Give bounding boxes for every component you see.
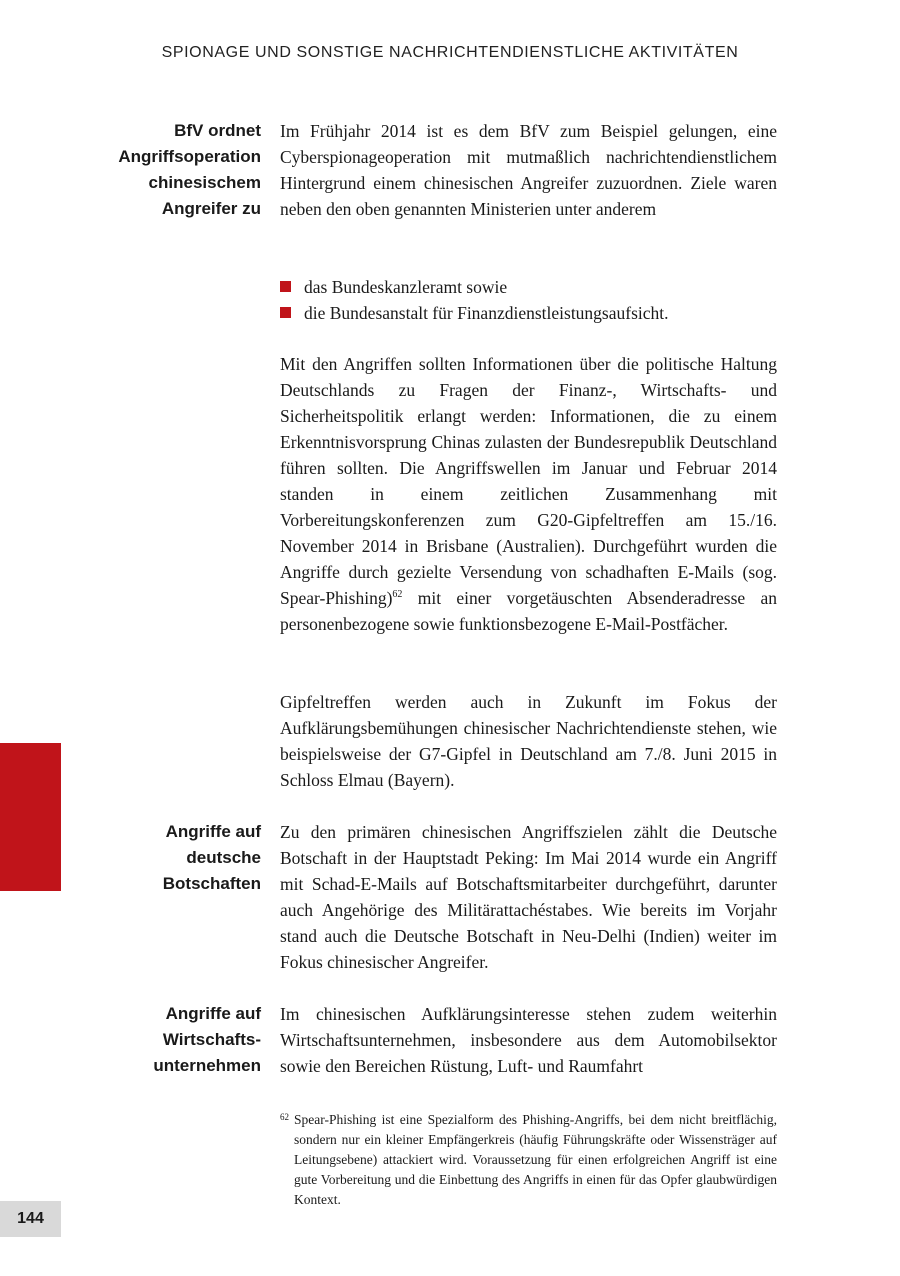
list-item-text: die Bundesanstalt für Finanzdienstleistungsaufsicht. xyxy=(304,303,669,323)
running-head: SPIONAGE UND SONSTIGE NACHRICHTENDIENSTLICHE AKTIVITÄTEN xyxy=(161,44,739,61)
margin-note-companies xyxy=(100,1001,261,1079)
footnote-number: 62 xyxy=(280,1112,289,1122)
margin-note-line: Wirtschafts- xyxy=(162,1030,261,1049)
paragraph-4: Zu den primären chinesischen Angriffszielen zählt die Deutsche Botschaft in der Hauptstadt Peking: Im Mai 2014 wurde ein Angriff mit Schad-E-Mails auf Botschaftsmitarbeiter durchgeführt, darunter auch Angehörige des Militärattachéstabes. Wie bereits im Vorjahr stand auch die Deutsche Botschaft in Neu-Delhi (Indien) weiter im Fokus chinesischer Angreifer. xyxy=(280,822,777,972)
footnote-text: Spear-Phishing ist eine Spezialform des Phishing-Angriffs, bei dem nicht breitflächig, sondern nur ein kleiner Empfängerkreis (häufig Führungskräfte oder Wissensträger auf Leitungsebene) attackiert wird. Voraussetzung für einen erfolgreichen Angriff ist eine gute Vorbereitung und die Einbettung des Angriffs in einen für das Opfer glaubwürdigen Kontext. xyxy=(294,1112,777,1207)
bullet-list xyxy=(280,274,777,326)
footnote xyxy=(280,1110,777,1210)
margin-note-line: Angriffe auf xyxy=(165,1004,261,1023)
margin-note-line: Angreifer zu xyxy=(161,199,261,218)
margin-note-line: Angriffe auf xyxy=(165,822,261,841)
list-item-text: das Bundeskanzleramt sowie xyxy=(304,277,508,297)
margin-note-line: BfV ordnet xyxy=(174,121,261,140)
margin-note-bfv xyxy=(100,118,261,222)
paragraph-1: Im Frühjahr 2014 ist es dem BfV zum Beispiel gelungen, eine Cyberspionageoperation mit mutmaßlich nachrichtendienstlichem Hintergrund einem chinesischen Angreifer zuzuordnen. Ziele waren neben den oben genannten Ministerien unter anderem xyxy=(280,121,777,219)
margin-note-embassies xyxy=(100,819,261,897)
bullet-square-icon xyxy=(280,307,291,318)
margin-note-line: Botschaften xyxy=(162,874,261,893)
paragraph-3: Gipfeltreffen werden auch in Zukunft im Fokus der Aufklärungsbemühungen chinesischer Nachrichtendienste stehen, wie beispielsweise der G7-Gipfel in Deutschland am 7./8. Juni 2015 in Schloss Elmau (Bayern). xyxy=(280,692,777,790)
bullet-square-icon xyxy=(280,281,291,292)
margin-note-line: Angriffsoperation xyxy=(118,147,261,166)
chapter-tab-marker xyxy=(0,743,61,891)
list-item xyxy=(280,300,777,326)
footnote-reference[interactable]: 62 xyxy=(392,589,403,601)
list-item xyxy=(280,274,777,300)
paragraph-2 xyxy=(280,351,777,637)
margin-note-line: chinesischem xyxy=(148,173,261,192)
paragraph-2-text-b: mit einer vorgetäuschten Absenderadresse an personenbezogene sowie funktionsbezogene E-Mail-Postfächer. xyxy=(280,588,777,634)
page-number: 144 xyxy=(0,1201,61,1237)
paragraph-5: Im chinesischen Aufklärungsinteresse stehen zudem weiterhin Wirtschaftsunternehmen, insbesondere aus dem Automobilsektor sowie den Bereichen Rüstung, Luft- und Raumfahrt xyxy=(280,1004,777,1076)
margin-note-line: deutsche xyxy=(186,848,261,867)
paragraph-2-text-a: Mit den Angriffen sollten Informationen über die politische Haltung Deutschlands zu Fragen der Finanz-, Wirtschafts- und Sicherheitspolitik erlangt werden: Informationen, die zu einem Erkenntnisvorsprung Chinas zulasten der Bundesrepublik Deutschland führen sollten. Die Angriffswellen im Januar und Februar 2014 standen in einem zeitlichen Zusammenhang mit Vorbereitungskonferenzen zum G20-Gipfeltreffen am 15./16. November 2014 in Brisbane (Australien). Durchgeführt wurden die Angriffe durch gezielte Versendung von schadhaften E-Mails (sog. Spear-Phishing) xyxy=(280,354,777,608)
margin-note-line: unternehmen xyxy=(153,1056,261,1075)
